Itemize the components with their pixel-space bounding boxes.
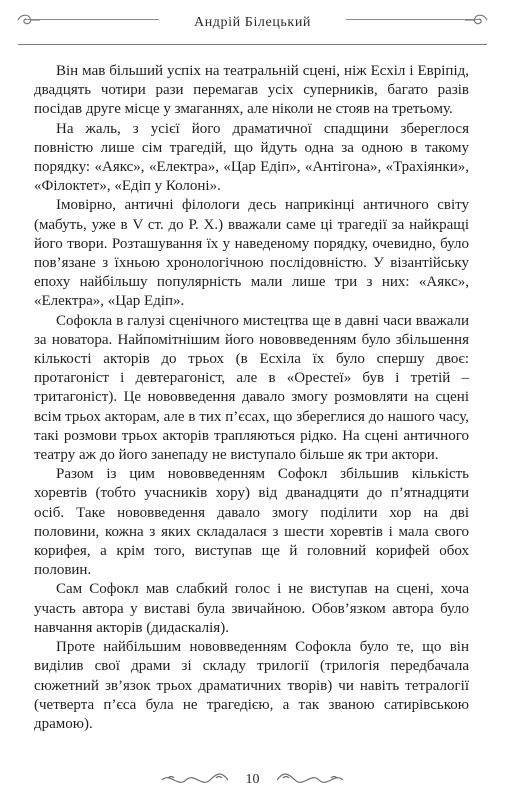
paragraph-4: Софокла в галузі сценічного мистецтва ще в давні часи вважали за новатора. Найпомітнішим його нововведенням було збільшення кількості акторів до трьох (в Есхіла їх було спершу двоє: протагоніст і девтерагоніст, але в «Орестеї» був і третій – тритагоніст). Це нововведення давало змогу розмовляти на сцені всім трьох акторам, але в тих п’єсах, що збереглися до нашого часу, такі розмови трьох акторів трапляються рідко. На сцені античного театру аж до його занепаду не виступало більше як три актори. [34,312,469,464]
paragraph-2: На жаль, з усієї його драматичної спадщини збереглося повністю лише сім трагедій, що йдуть одна за одною в такому порядку: «Аякс», «Електра», «Цар Едіп», «Антігона», «Трахіянки», «Філоктет», «Едіп у Колоні». [34,120,469,195]
header-divider [18,44,487,45]
paragraph-1: Він мав більший успіх на театральній сцені, ніж Есхіл і Евріпід, двадцять чотири рази перемагав усіх суперників, багато разів посідав друге місце у змаганнях, але ніколи не стояв на третьому. [34,63,469,118]
page-header [0,0,505,46]
footer-ornament-right-icon [275,770,345,788]
paragraph-3: Імовірно, античні філологи десь наприкінці античного світу (мабуть, уже в V ст. до Р. Х.) вважали саме ці трагедії за найкращі його твори. Розташування їх у наведеному порядку, очевидно, було пов’язане з їхньою хронологічною послідовністю. У візантійську епоху найбільшу популярність мали лише три з них: «Аякс», «Електра», «Цар Едіп». [34,197,469,310]
header-rule-right [346,19,481,20]
body-text [34,62,469,734]
running-head: Андрій Білецький [194,15,311,30]
paragraph-5: Разом із цим нововведенням Софокл збільшив кількість хоревтів (тобто учасників хору) від дванадцяти до п’ятнадцяти осіб. Таке нововведення давало змогу поділити хор на дві половини, кожна з яких складалася з шести хоревтів і мала свого корифея, а крім того, виступав ще й головний корифей обох половин. [34,466,469,579]
right-flourish-icon [463,11,489,29]
paragraph-7: Проте найбільшим нововведенням Софокла було те, що він виділив свої драми зі складу трилогії (трилогія передбачала сюжетний зв’язок трьох драматичних творів) чи навіть тетралогії (четверта п’єса була не трагедією, а так званою сатирівською драмою). [34,639,469,732]
page-footer [0,758,505,800]
paragraph-6: Сам Софокл мав слабкий голос і не виступав на сцені, хоча участь автора у виставі була звичайною. Обов’язком автора було навчання акторів (дидаскалія). [34,581,469,636]
page-number: 10 [245,772,260,787]
